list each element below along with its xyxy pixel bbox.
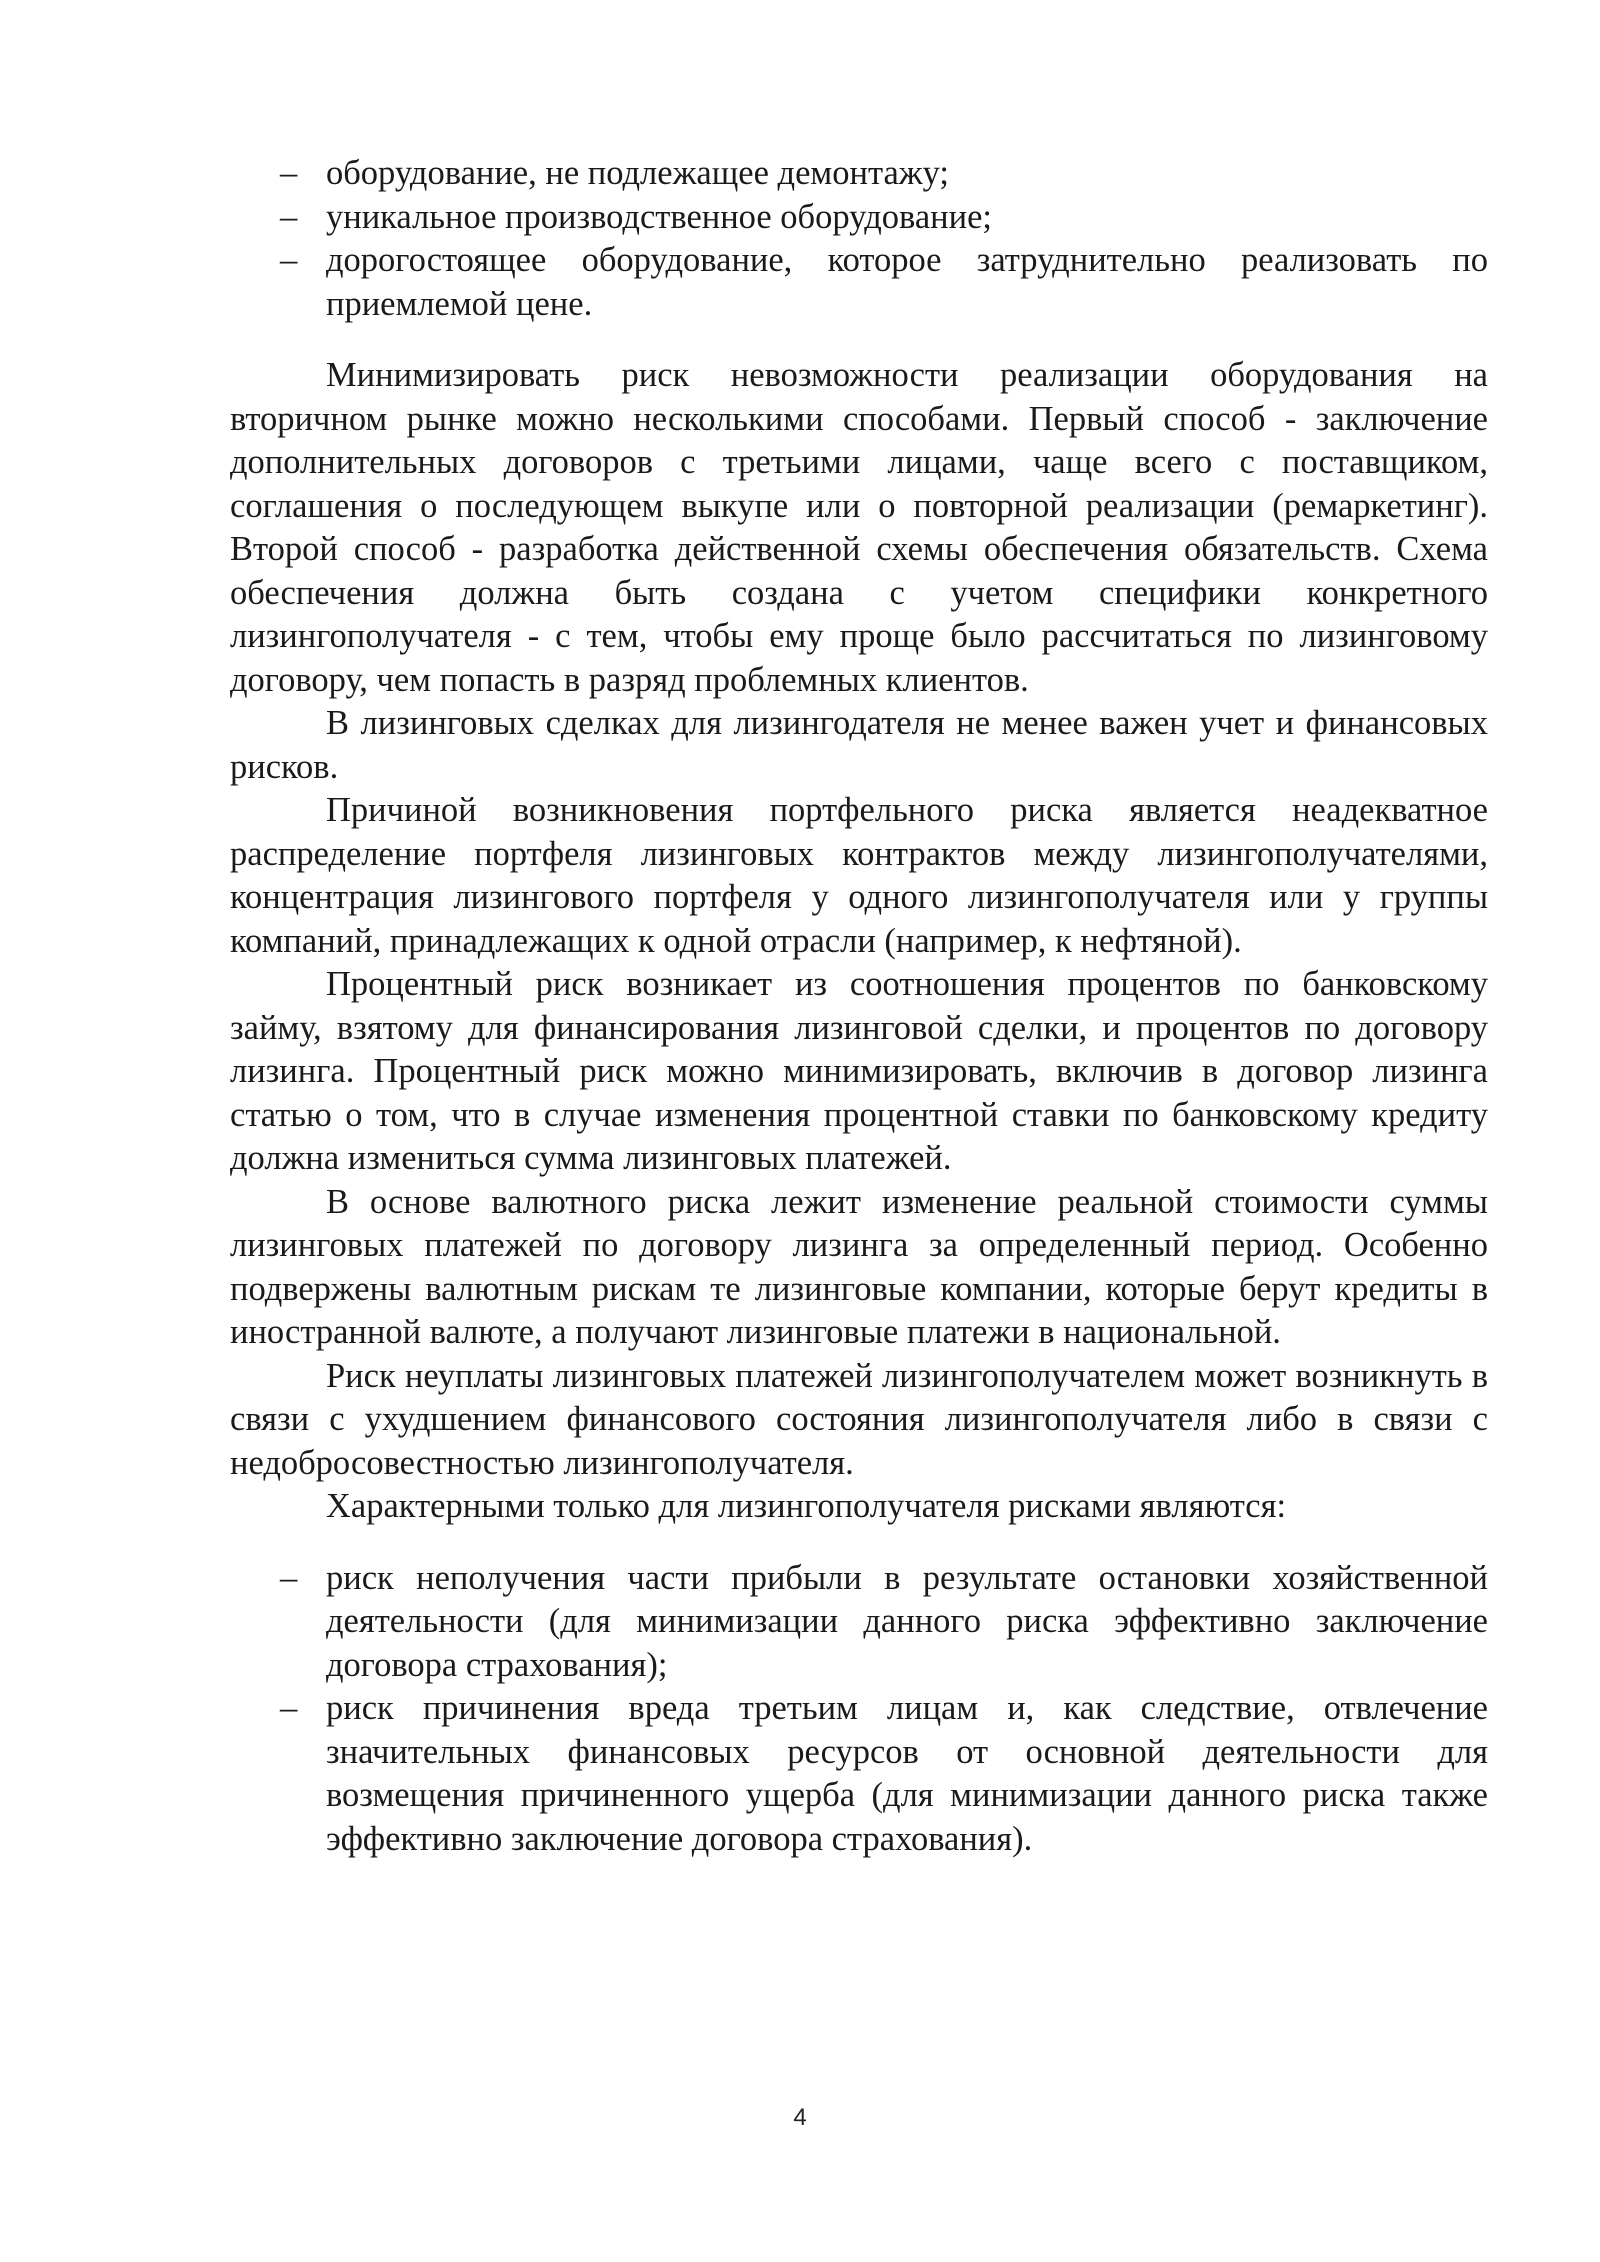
list-item-text: дорогостоящее оборудование, которое затруднительно реализовать по приемлемой цене. <box>326 241 1488 323</box>
paragraph-interest-risk: Процентный риск возникает из соотношения процентов по банковскому займу, взятому для финансирования лизинговой сделки, и процентов по договору лизинга. Процентный риск можно минимизировать, включив в договор лизинга статью о том, что в случае изменения процентной ставки по банковскому кредиту должна измениться сумма лизинговых платежей. <box>230 965 1488 1177</box>
paragraph-lessee-risks-intro: Характерными только для лизингополучателя рисками являются: <box>326 1487 1287 1525</box>
lessee-risk-list <box>230 1557 1488 1862</box>
dash-marker: – <box>280 1689 298 1727</box>
dash-marker: – <box>280 1558 298 1597</box>
dash-marker: – <box>280 241 298 279</box>
list-item <box>230 1557 1488 1688</box>
list-item <box>230 1687 1488 1861</box>
paragraph-financial-risks: В лизинговых сделках для лизингодателя не менее важен учет и финансовых рисков. <box>230 704 1488 786</box>
paragraph-nonpayment-risk: Риск неуплаты лизинговых платежей лизингополучателем может возникнуть в связи с ухудшением финансового состояния лизингополучателя либо в связи с недобросовестностью лизингополучателя. <box>230 1356 1488 1482</box>
dash-marker: – <box>280 154 298 192</box>
paragraph-risk-minimization: Минимизировать риск невозможности реализации оборудования на вторичном рынке можно несколькими способами. Первый способ - заключение дополнительных договоров с третьими лицами, чаще всего с поставщиком, соглашения о последующем выкупе или о повторной реализации (ремаркетинг). Второй способ - разработка действенной схемы обеспечения обязательств. Схема обеспечения должна быть создана с учетом специфики конкретного лизингополучателя - с тем, чтобы ему проще было рассчитаться по лизинговому договору, чем попасть в разряд проблемных клиентов. <box>230 356 1488 699</box>
paragraph-currency-risk: В основе валютного риска лежит изменение реальной стоимости суммы лизинговых платежей по договору лизинга за определенный период. Особенно подвержены валютным рискам те лизинговые компании, которые берут кредиты в иностранной валюте, а получают лизинговые платежи в национальной. <box>230 1182 1488 1351</box>
paragraph-portfolio-risk: Причиной возникновения портфельного риска является неадекватное распределение портфеля лизинговых контрактов между лизингополучателями, концентрация лизингового портфеля у одного лизингополучателя или у группы компаний, принадлежащих к одной отрасли (например, к нефтяной). <box>230 791 1488 960</box>
list-item-text: риск причинения вреда третьим лицам и, как следствие, отвлечение значительных финансовых ресурсов от основной деятельности для возмещения причиненного ущерба (для минимизации данного риска также эффективно заключение договора страхования). <box>326 1689 1488 1858</box>
list-item <box>230 152 1488 196</box>
dash-marker: – <box>280 197 298 236</box>
list-item-text: оборудование, не подлежащее демонтажу; <box>326 154 949 192</box>
list-item <box>230 239 1488 326</box>
list-item <box>230 196 1488 240</box>
equipment-risk-list <box>230 152 1488 326</box>
list-item-text: уникальное производственное оборудование; <box>326 197 992 236</box>
page-number: 4 <box>793 2104 807 2131</box>
document-page <box>230 152 1488 1861</box>
list-item-text: риск неполучения части прибыли в результате остановки хозяйственной деятельности (для минимизации данного риска эффективно заключение договора страхования); <box>326 1558 1488 1684</box>
